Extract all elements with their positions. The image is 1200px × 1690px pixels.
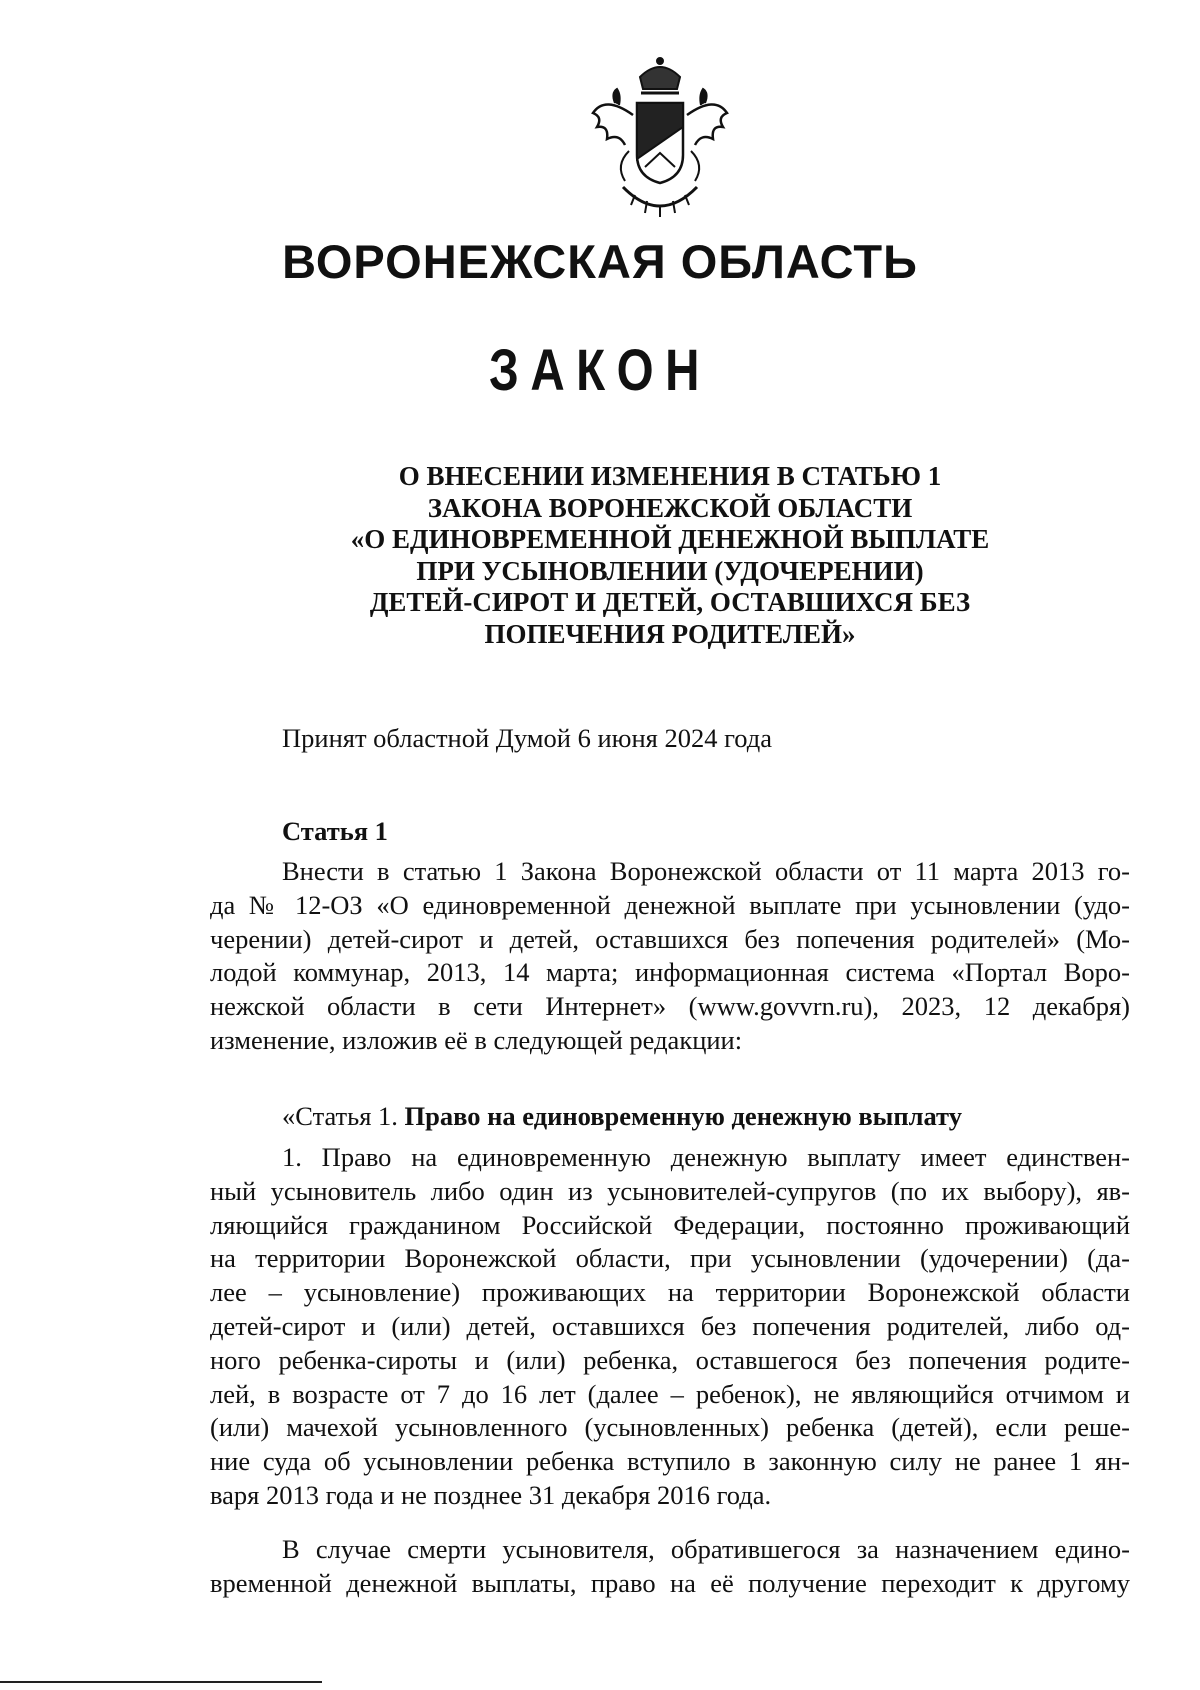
text-line: изменение, изложив её в следующей редакции: bbox=[210, 1024, 743, 1055]
text-line: детей-сирот и (или) детей, оставшихся без попечения родителей, либо од- bbox=[210, 1310, 1130, 1341]
subject-line: О ВНЕСЕНИИ ИЗМЕНЕНИЯ В СТАТЬЮ 1 bbox=[398, 461, 942, 491]
text-line: ный усыновитель либо один из усыновителей-супругов (по их выбору), яв- bbox=[210, 1175, 1130, 1206]
subject-line: ПРИ УСЫНОВЛЕНИИ (УДОЧЕРЕНИИ) bbox=[416, 555, 924, 586]
adoption-date: Принят областной Думой 6 июня 2024 года bbox=[282, 723, 773, 753]
text-line: нежской области в сети Интернет» (www.govvrn.ru), 2023, 12 декабря) bbox=[210, 991, 1130, 1022]
article-paragraph bbox=[210, 855, 1130, 1058]
text-line: варя 2013 года и не позднее 31 декабря 2016 года. bbox=[210, 1479, 772, 1510]
quoted-article-prefix: «Статья 1. bbox=[282, 1101, 398, 1131]
text-line: ляющийся гражданином Российской Федерации, постоянно проживающий bbox=[210, 1209, 1130, 1240]
text-line: Внести в статью 1 Закона Воронежской области от 11 марта 2013 го- bbox=[282, 856, 1130, 886]
subject-line: ПОПЕЧЕНИЯ РОДИТЕЛЕЙ» bbox=[484, 618, 856, 649]
law-subject bbox=[330, 461, 1010, 650]
text-line: В случае смерти усыновителя, обратившегося за назначением едино- bbox=[282, 1534, 1130, 1564]
text-line: 1. Право на единовременную денежную выплату имеет единствен- bbox=[282, 1142, 1130, 1172]
article-heading: Статья 1 bbox=[282, 816, 388, 846]
text-line: лее – усыновление) проживающих на территории Воронежской области bbox=[210, 1277, 1130, 1308]
footer-rule bbox=[0, 1681, 322, 1683]
text-line: лодой коммунар, 2013, 14 марта; информационная система «Портал Воро- bbox=[210, 957, 1130, 988]
quoted-article-title: Право на единовременную денежную выплату bbox=[404, 1101, 962, 1131]
quoted-paragraph-2 bbox=[210, 1533, 1130, 1601]
region-title: ВОРОНЕЖСКАЯ ОБЛАСТЬ bbox=[282, 235, 918, 288]
text-line: на территории Воронежской области, при усыновлении (удочерении) (да- bbox=[210, 1243, 1130, 1274]
quoted-article-heading bbox=[282, 1100, 962, 1132]
document-type-title: ЗАКОН bbox=[489, 338, 711, 403]
text-line: ние суда об усыновлении ребенка вступило в законную силу не ранее 1 ян- bbox=[210, 1446, 1130, 1477]
text-line: черении) детей-сирот и детей, оставшихся без попечения родителей» (Мо- bbox=[210, 923, 1130, 954]
text-line: ного ребенка-сироты и (или) ребенка, оставшегося без попечения родите- bbox=[210, 1344, 1130, 1375]
text-line: да № 12-ОЗ «О единовременной денежной выплате при усыновлении (удо- bbox=[210, 889, 1130, 920]
text-line: временной денежной выплаты, право на её получение переходит к другому bbox=[210, 1567, 1130, 1598]
subject-line: ДЕТЕЙ-СИРОТ И ДЕТЕЙ, ОСТАВШИХСЯ БЕЗ bbox=[369, 587, 971, 617]
quoted-paragraph-1 bbox=[210, 1141, 1130, 1513]
text-line: (или) мачехой усыновленного (усыновленных) ребенка (детей), если реше- bbox=[210, 1412, 1130, 1443]
subject-line: «О ЕДИНОВРЕМЕННОЙ ДЕНЕЖНОЙ ВЫПЛАТЕ bbox=[350, 524, 990, 554]
text-line: лей, в возрасте от 7 до 16 лет (далее – ребенок), не являющийся отчимом и bbox=[210, 1378, 1130, 1409]
subject-line: ЗАКОНА ВОРОНЕЖСКОЙ ОБЛАСТИ bbox=[427, 492, 913, 523]
coat-of-arms-icon bbox=[585, 55, 735, 225]
